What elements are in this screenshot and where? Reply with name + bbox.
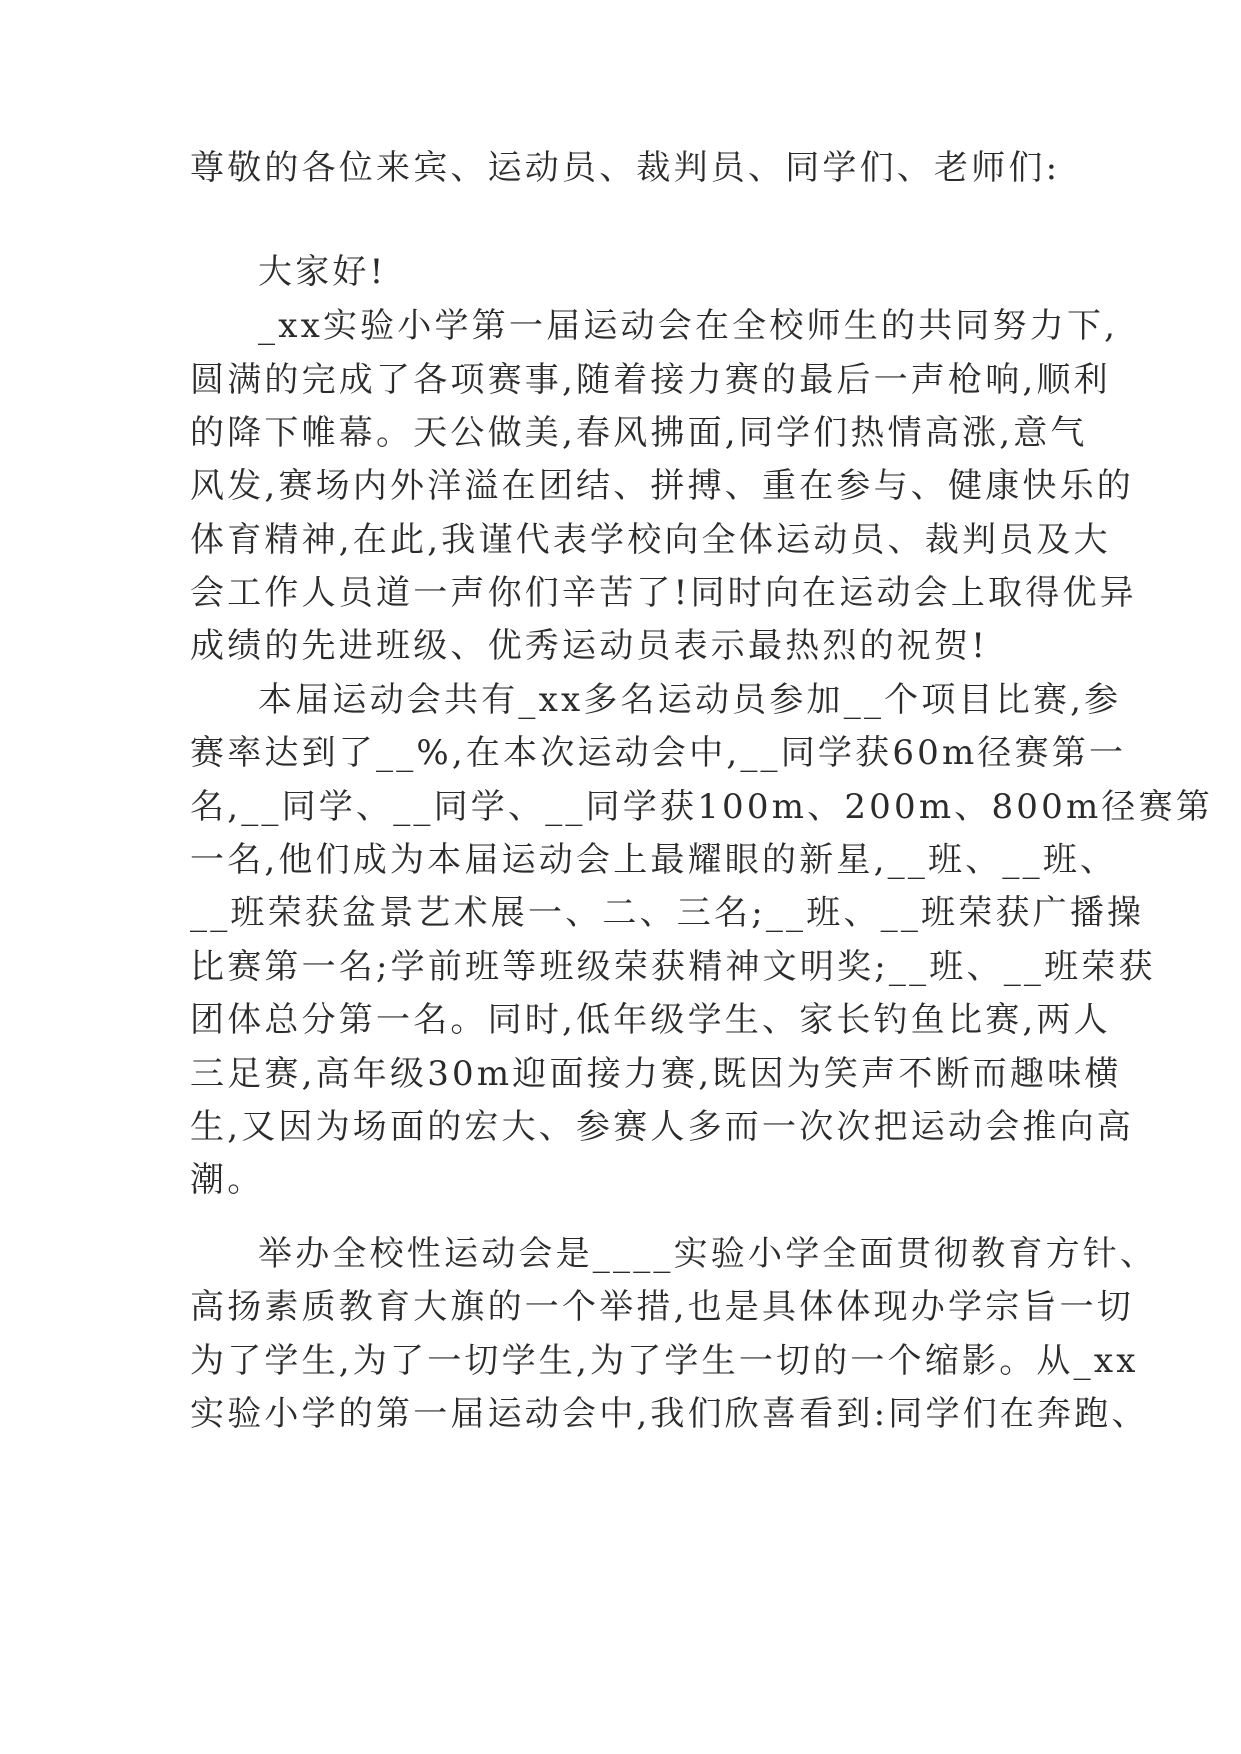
paragraph-line: 一名,他们成为本届运动会上最耀眼的新星,__班、__班、	[190, 840, 1118, 880]
paragraph-line: 本届运动会共有_xx多名运动员参加__个项目比赛,参	[258, 680, 1122, 720]
paragraph-line: 会工作人员道一声你们辛苦了!同时向在运动会上取得优异	[190, 573, 1137, 613]
paragraph-line: 团体总分第一名。同时,低年级学生、家长钓鱼比赛,两人	[190, 1000, 1111, 1040]
paragraph-line: 的降下帷幕。天公做美,春风拂面,同学们热情高涨,意气	[190, 413, 1088, 453]
paragraph-line: 高扬素质教育大旗的一个举措,也是具体体现办学宗旨一切	[190, 1287, 1135, 1327]
paragraph-line: __班荣获盆景艺术展一、二、三名;__班、__班荣获广播操	[190, 893, 1145, 933]
paragraph-line: 为了学生,为了一切学生,为了学生一切的一个缩影。从_xx	[190, 1341, 1139, 1381]
paragraph-line: 举办全校性运动会是____实验小学全面贯彻教育方针、	[258, 1234, 1158, 1274]
paragraph-line: 三足赛,高年级30m迎面接力赛,既因为笑声不断而趣味横	[190, 1054, 1122, 1094]
paragraph-line: 风发,赛场内外洋溢在团结、拼搏、重在参与、健康快乐的	[190, 466, 1135, 506]
paragraph-line: _xx实验小学第一届运动会在全校师生的共同努力下,	[258, 306, 1119, 346]
paragraph-line: 生,又因为场面的宏大、参赛人多而一次次把运动会推向高	[190, 1107, 1135, 1147]
paragraph-line: 比赛第一名;学前班等班级荣获精神文明奖;__班、__班荣获	[190, 947, 1156, 987]
paragraph-line: 成绩的先进班级、优秀运动员表示最热烈的祝贺!	[190, 626, 989, 666]
paragraph-line: 赛率达到了__%,在本次运动会中,__同学获60m径赛第一	[190, 733, 1127, 773]
paragraph-line: 圆满的完成了各项赛事,随着接力赛的最后一声枪响,顺利	[190, 360, 1111, 400]
salutation: 尊敬的各位来宾、运动员、裁判员、同学们、老师们:	[190, 148, 1061, 188]
paragraph-line: 体育精神,在此,我谨代表学校向全体运动员、裁判员及大	[190, 520, 1111, 560]
greeting: 大家好!	[258, 252, 387, 292]
paragraph-line: 名,__同学、__同学、__同学获100m、200m、800m径赛第	[190, 787, 1214, 827]
paragraph-line: 实验小学的第一届运动会中,我们欣喜看到:同学们在奔跑、	[190, 1394, 1149, 1434]
paragraph-line: 潮。	[190, 1160, 265, 1200]
